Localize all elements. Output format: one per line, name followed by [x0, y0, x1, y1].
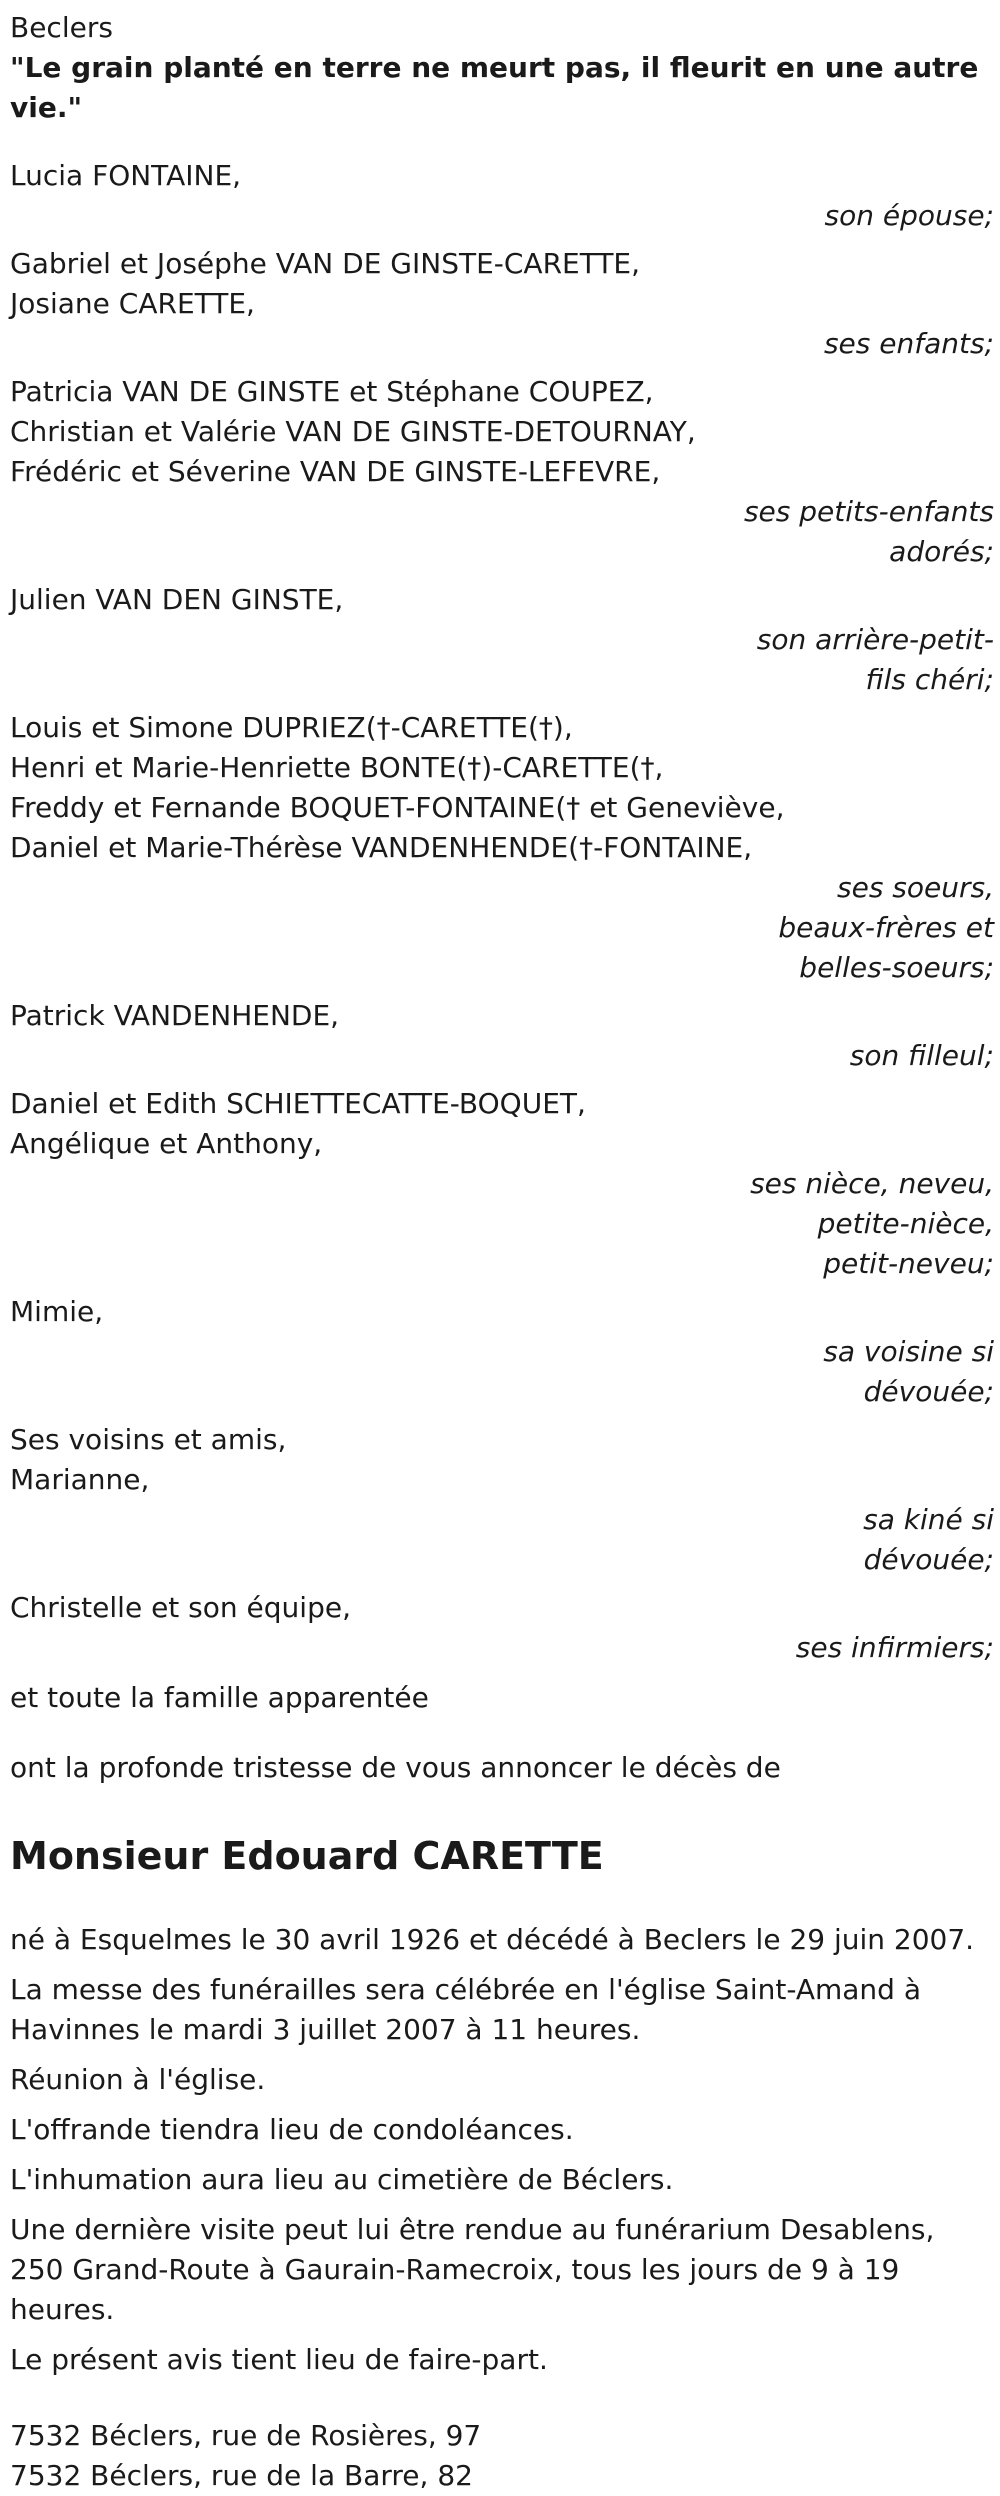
- family-group-neighbor: [10, 1292, 994, 1412]
- family-group-siblings: [10, 708, 994, 988]
- family-group-godson: [10, 996, 994, 1076]
- family-group-nieces-nephews: [10, 1084, 994, 1284]
- memorial-quote: "Le grain planté en terre ne meurt pas, il fleurit en une autre vie.": [10, 51, 979, 124]
- detail-paragraph: Le présent avis tient lieu de faire-part.: [10, 2343, 548, 2376]
- relation-label: ses petits-enfants adorés;: [743, 495, 994, 568]
- family-name: Patricia VAN DE GINSTE et Stéphane COUPEZ,: [10, 375, 654, 408]
- family-name: Ses voisins et amis,: [10, 1423, 287, 1456]
- town-heading: Beclers: [10, 11, 113, 44]
- family-name: Henri et Marie-Henriette BONTE(†)-CARETTE(†,: [10, 751, 664, 784]
- family-name: Daniel et Edith SCHIETTECATTE-BOQUET,: [10, 1087, 586, 1120]
- detail-paragraph: Une dernière visite peut lui être rendue au funérarium Desablens, 250 Grand-Route à Gaurain-Ramecroix, tous les jours de 9 à 19 heures.: [10, 2213, 935, 2326]
- family-group-children: [10, 244, 994, 364]
- relation-label: son arrière-petit-fils chéri;: [756, 623, 994, 696]
- announcement-text: ont la profonde tristesse de vous annoncer le décès de: [10, 1751, 781, 1784]
- family-name: Lucia FONTAINE,: [10, 159, 242, 192]
- obituary-notice: [10, 8, 994, 2496]
- address-line: 7532 Béclers, rue de la Barre, 82: [10, 2459, 473, 2492]
- family-group-spouse: [10, 156, 994, 236]
- family-name: Gabriel et Joséphe VAN DE GINSTE-CARETTE,: [10, 247, 641, 280]
- relation-label: sa kiné si dévouée;: [863, 1503, 994, 1576]
- family-name: Christelle et son équipe,: [10, 1591, 351, 1624]
- family-group-grandchildren: [10, 372, 994, 572]
- family-name: Frédéric et Séverine VAN DE GINSTE-LEFEVRE,: [10, 455, 661, 488]
- detail-paragraph: Réunion à l'église.: [10, 2063, 266, 2096]
- family-name: Julien VAN DEN GINSTE,: [10, 583, 344, 616]
- relation-label: son filleul;: [849, 1039, 994, 1072]
- family-name: Louis et Simone DUPRIEZ(†-CARETTE(†),: [10, 711, 573, 744]
- detail-paragraph: né à Esquelmes le 30 avril 1926 et décédé à Beclers le 29 juin 2007.: [10, 1923, 975, 1956]
- detail-paragraph: L'inhumation aura lieu au cimetière de Béclers.: [10, 2163, 674, 2196]
- family-name: Mimie,: [10, 1295, 104, 1328]
- family-group-great-grandson: [10, 580, 994, 700]
- deceased-name: Monsieur Edouard CARETTE: [10, 1834, 604, 1878]
- family-list: [10, 156, 994, 1668]
- family-group-physio: [10, 1420, 994, 1580]
- relation-label: ses enfants;: [823, 327, 994, 360]
- relation-label: son épouse;: [824, 199, 994, 232]
- family-group-nurses: [10, 1588, 994, 1668]
- funeral-details: [10, 1920, 994, 2380]
- family-name: Josiane CARETTE,: [10, 287, 255, 320]
- address-line: 7532 Béclers, rue de Rosières, 97: [10, 2419, 482, 2452]
- relation-label: ses infirmiers;: [795, 1631, 994, 1664]
- relation-label: ses soeurs, beaux-frères et belles-soeurs;: [778, 871, 994, 984]
- relation-label: sa voisine si dévouée;: [823, 1335, 994, 1408]
- family-name: Angélique et Anthony,: [10, 1127, 323, 1160]
- family-name: Christian et Valérie VAN DE GINSTE-DETOURNAY,: [10, 415, 696, 448]
- detail-paragraph: L'offrande tiendra lieu de condoléances.: [10, 2113, 574, 2146]
- family-line: et toute la famille apparentée: [10, 1681, 429, 1714]
- family-name: Marianne,: [10, 1463, 150, 1496]
- relation-label: ses nièce, neveu, petite-nièce, petit-neveu;: [750, 1167, 994, 1280]
- family-name: Patrick VANDENHENDE,: [10, 999, 340, 1032]
- address-block: [10, 2416, 994, 2496]
- family-name: Freddy et Fernande BOQUET-FONTAINE(† et Geneviève,: [10, 791, 785, 824]
- family-name: Daniel et Marie-Thérèse VANDENHENDE(†-FONTAINE,: [10, 831, 753, 864]
- detail-paragraph: La messe des funérailles sera célébrée en l'église Saint-Amand à Havinnes le mardi 3 juillet 2007 à 11 heures.: [10, 1973, 921, 2046]
